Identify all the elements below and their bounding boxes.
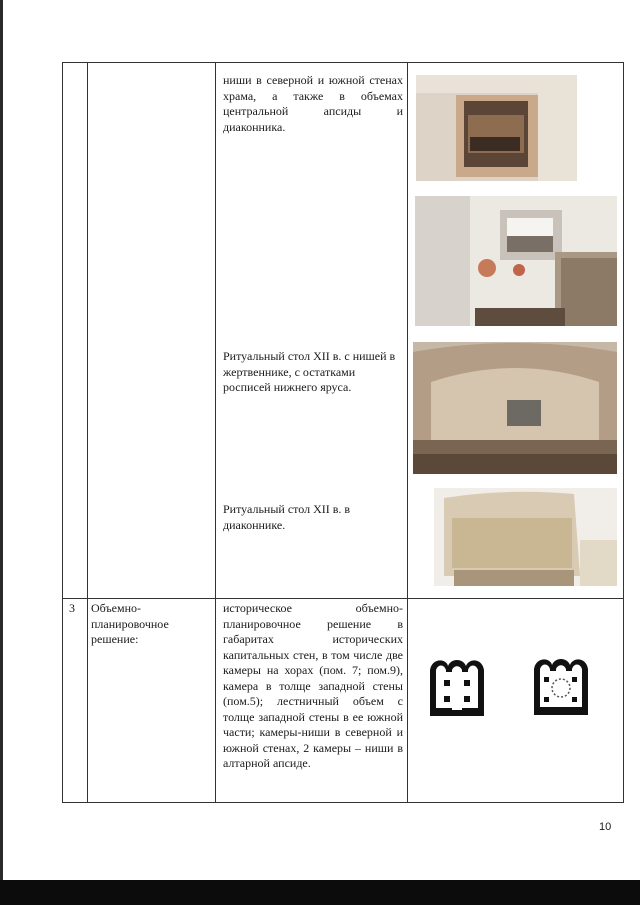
row-divider [62, 598, 623, 599]
col-border-5 [623, 62, 624, 803]
floor-plan-2 [530, 655, 592, 719]
deacon-table-description: Ритуальный стол XII в. в диаконнике. [223, 502, 351, 532]
col-border-1 [62, 62, 63, 803]
floor-plan-1 [426, 656, 488, 720]
niche-room-photo [415, 196, 617, 326]
table-top-border [62, 62, 623, 63]
col-border-4 [407, 62, 408, 803]
row-description: историческое объемно-планировочное решение в габаритах исторических капитальных стен, в том числе две камеры на хорах (пом. 7; пом.9), камера в толще западной стены (пом.5); лестничный объем с толще западной стены в ее южной части; камеры-ниши в северной и южной стенах, 2 камеры – ниши в алтарной апсиде. [223, 601, 403, 770]
col-border-2 [87, 62, 88, 803]
row-number: 3 [69, 601, 75, 615]
deacon-table-photo [434, 488, 617, 586]
page-number: 10 [599, 821, 612, 833]
table-bottom-border [62, 802, 623, 803]
altar-table-photo [413, 342, 617, 474]
altar-table-description: Ритуальный стол XII в. с нишей в жертвеннике, с остатками росписей нижнего яруса. [223, 349, 396, 394]
row-label: Объемно-планировочное решение: [91, 601, 169, 646]
niche-photo [416, 75, 577, 181]
scan-bottom-band [0, 880, 640, 905]
niches-description: ниши в северной и южной стенах храма, а также в объемах центральной апсиды и диаконника. [223, 73, 403, 134]
scan-edge [0, 0, 3, 905]
col-border-3 [215, 62, 216, 803]
